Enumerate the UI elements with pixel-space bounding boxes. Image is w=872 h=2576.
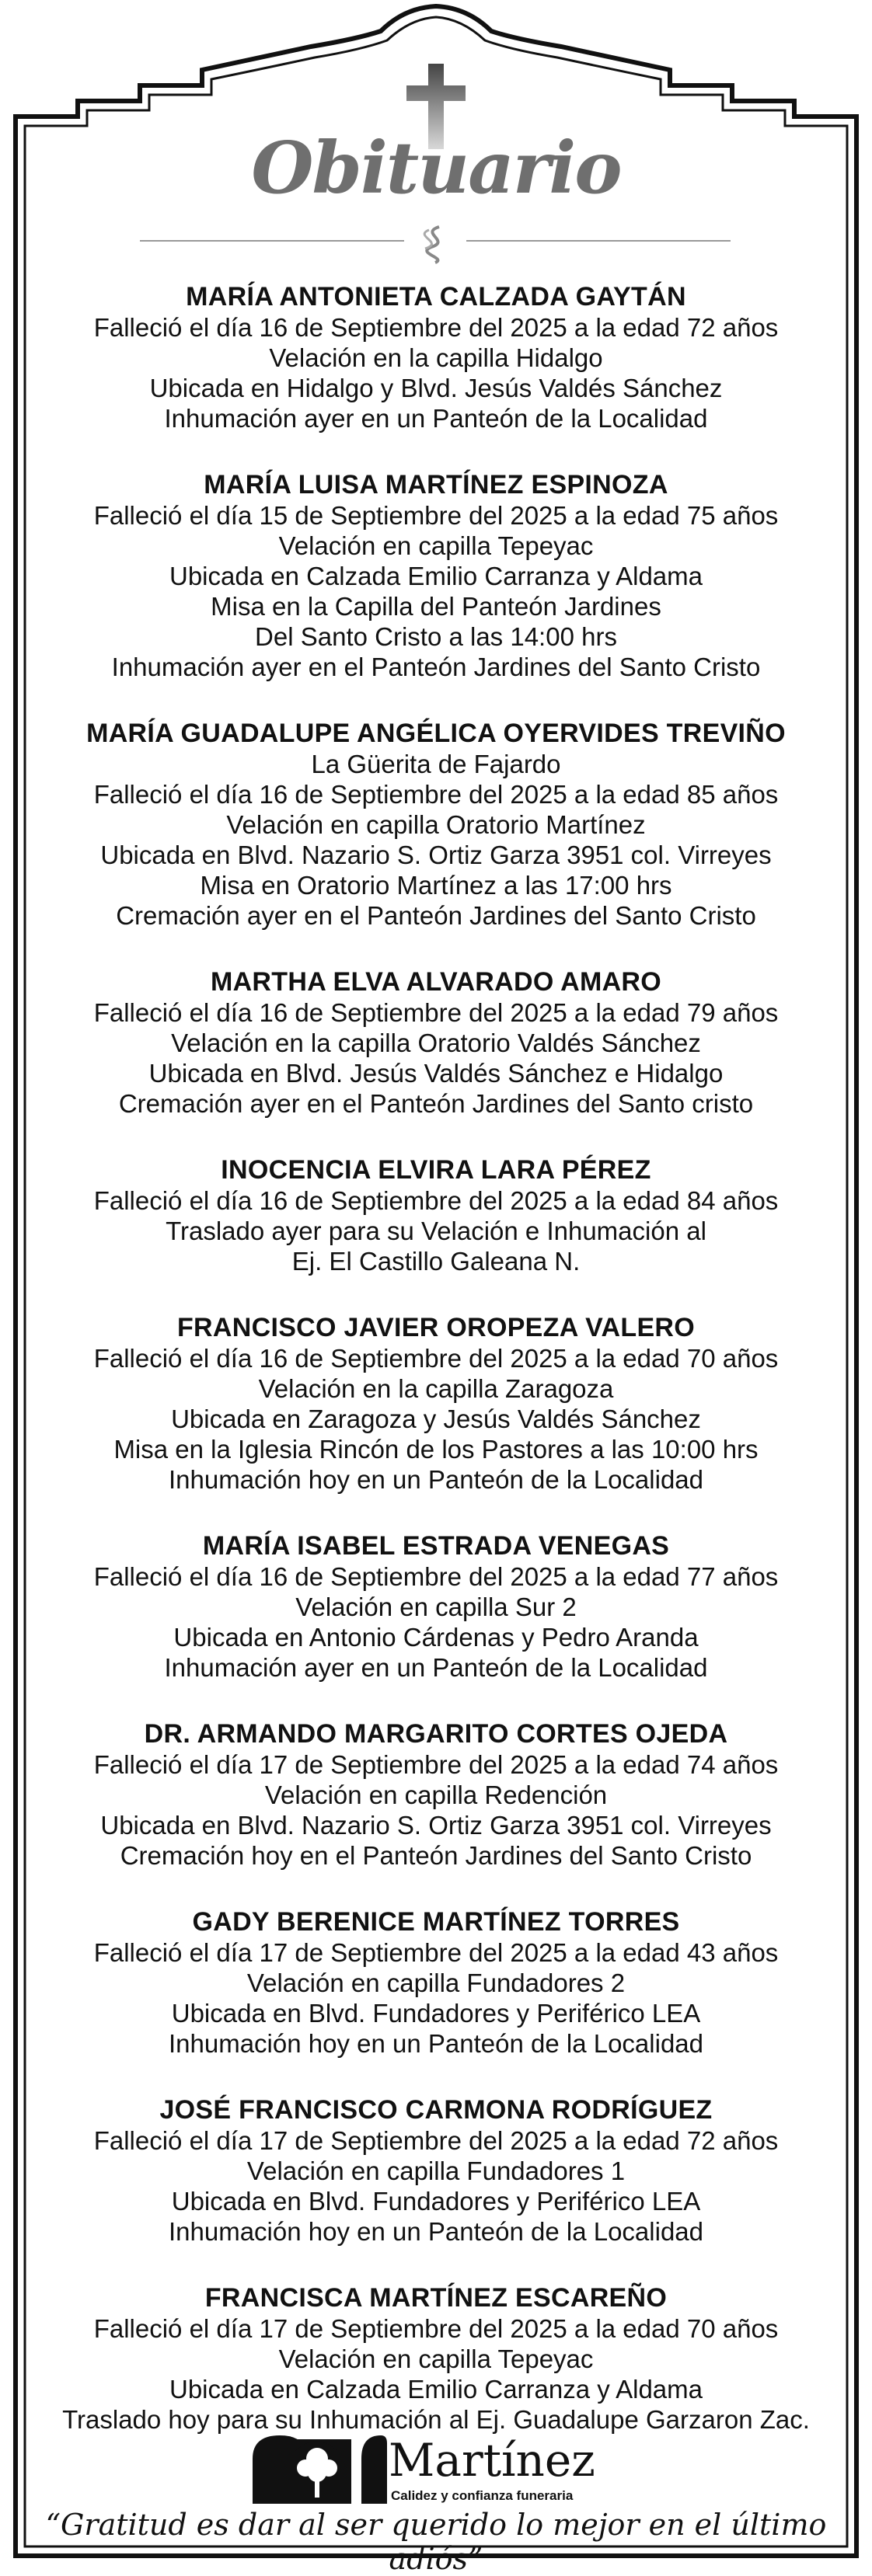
obituary-entry (31, 1530, 841, 1683)
entry-detail-line: Ubicada en Blvd. Fundadores y Periférico LEA (171, 1999, 701, 2028)
page-title: Obituario (251, 126, 621, 210)
entry-detail-line: Misa en Oratorio Martínez a las 17:00 hrs (200, 871, 672, 900)
entry-detail-line: Velación en capilla Tepeyac (278, 2345, 594, 2373)
entry-detail-line: Inhumación hoy en un Panteón de la Localidad (168, 1465, 704, 1494)
entry-detail-line: Cremación ayer en el Panteón Jardines del Santo Cristo (116, 901, 756, 930)
entry-detail-line: Traslado hoy para su Inhumación al Ej. Guadalupe Garzaron Zac. (62, 2405, 810, 2434)
entry-detail-line: Falleció el día 16 de Septiembre del 2025 a la edad 84 años (93, 1186, 779, 1215)
entry-detail-line: Ubicada en Hidalgo y Blvd. Jesús Valdés Sánchez (149, 374, 723, 402)
deceased-name: MARTHA ELVA ALVARADO AMARO (210, 967, 662, 997)
entry-detail-line: Falleció el día 17 de Septiembre del 2025 a la edad 43 años (93, 1938, 779, 1967)
entry-detail-line: Velación en la capilla Zaragoza (258, 1374, 614, 1403)
entry-detail-line: Del Santo Cristo a las 14:00 hrs (255, 622, 617, 651)
entry-detail-line: Falleció el día 16 de Septiembre del 2025 a la edad 85 años (93, 780, 779, 809)
deceased-name: GADY BERENICE MARTÍNEZ TORRES (192, 1907, 680, 1937)
deceased-name: MARÍA ISABEL ESTRADA VENEGAS (202, 1531, 670, 1561)
entry-detail-line: Ubicada en Blvd. Nazario S. Ortiz Garza 3951 col. Virreyes (100, 841, 772, 869)
entry-detail-line: La Güerita de Fajardo (311, 750, 561, 778)
entry-detail-line: Misa en la Capilla del Panteón Jardines (211, 592, 661, 621)
entry-detail-line: Ubicada en Blvd. Nazario S. Ortiz Garza 3951 col. Virreyes (100, 1811, 772, 1840)
entry-detail-line: Inhumación hoy en un Panteón de la Localidad (168, 2217, 704, 2246)
entry-detail-line: Inhumación hoy en un Panteón de la Localidad (168, 2029, 704, 2058)
obituary-entry (31, 1154, 841, 1276)
entry-detail-line: Velación en capilla Sur 2 (295, 1593, 577, 1621)
entry-detail-line: Ubicada en Zaragoza y Jesús Valdés Sánchez (171, 1405, 701, 1433)
deceased-name: MARÍA ANTONIETA CALZADA GAYTÁN (186, 282, 686, 312)
entry-detail-line: Falleció el día 16 de Septiembre del 2025 a la edad 79 años (93, 998, 779, 1027)
divider-ornament (140, 225, 731, 264)
deceased-name: FRANCISCO JAVIER OROPEZA VALERO (176, 1313, 696, 1342)
entry-detail-line: Velación en capilla Fundadores 2 (246, 1969, 626, 1997)
entry-detail-line: Velación en capilla Oratorio Martínez (226, 810, 646, 839)
entry-detail-line: Cremación ayer en el Panteón Jardines del Santo cristo (118, 1089, 754, 1118)
deceased-name: JOSÉ FRANCISCO CARMONA RODRÍGUEZ (159, 2095, 713, 2125)
obituary-entry (31, 1906, 841, 2059)
obituary-entry (31, 966, 841, 1119)
entry-detail-line: Inhumación ayer en un Panteón de la Localidad (164, 404, 708, 433)
entry-detail-line: Falleció el día 16 de Septiembre del 2025 a la edad 70 años (93, 1344, 779, 1373)
obituary-entry (31, 1718, 841, 1871)
entry-detail-line: Velación en la capilla Oratorio Valdés Sánchez (171, 1029, 701, 1057)
entry-detail-line: Ubicada en Calzada Emilio Carranza y Aldama (169, 2375, 703, 2404)
entry-detail-line: Falleció el día 15 de Septiembre del 2025 a la edad 75 años (93, 501, 779, 530)
entry-detail-line: Traslado ayer para su Velación e Inhumación al (166, 1217, 706, 1245)
entry-detail-line: Falleció el día 17 de Septiembre del 2025 a la edad 72 años (93, 2126, 779, 2155)
entry-detail-line: Velación en capilla Tepeyac (278, 531, 594, 560)
brand-tagline: Calidez y confianza funeraria (391, 2488, 574, 2503)
obituary-entry (31, 1312, 841, 1495)
brand-name: Martínez (389, 2434, 595, 2487)
entry-detail-line: Ubicada en Calzada Emilio Carranza y Aldama (169, 562, 703, 590)
entry-detail-line: Inhumación ayer en un Panteón de la Localidad (164, 1653, 708, 1682)
deceased-name: DR. ARMANDO MARGARITO CORTES OJEDA (144, 1719, 728, 1749)
entry-detail-line: Ubicada en Blvd. Jesús Valdés Sánchez e Hidalgo (148, 1059, 724, 1088)
entry-detail-line: Falleció el día 17 de Septiembre del 2025 a la edad 70 años (93, 2314, 779, 2343)
entry-detail-line: Falleció el día 16 de Septiembre del 2025 a la edad 72 años (93, 313, 779, 342)
entry-detail-line: Falleció el día 17 de Septiembre del 2025 a la edad 74 años (93, 1750, 779, 1779)
entry-detail-line: Ej. El Castillo Galeana N. (291, 1247, 581, 1276)
entry-detail-line: Cremación hoy en el Panteón Jardines del Santo Cristo (120, 1841, 752, 1870)
entry-detail-line: Falleció el día 16 de Septiembre del 2025 a la edad 77 años (93, 1562, 779, 1591)
footer-quote: “Gratitud es dar al ser querido lo mejor en el último adiós” (45, 2508, 827, 2576)
entry-detail-line: Ubicada en Blvd. Fundadores y Periférico LEA (171, 2187, 701, 2216)
entry-detail-line: Velación en capilla Redención (264, 1781, 608, 1809)
deceased-name: FRANCISCA MARTÍNEZ ESCAREÑO (204, 2283, 668, 2313)
entry-detail-line: Inhumación ayer en el Panteón Jardines del Santo Cristo (111, 653, 761, 681)
entry-detail-line: Misa en la Iglesia Rincón de los Pastores a las 10:00 hrs (113, 1435, 759, 1464)
obituary-list (31, 281, 841, 2470)
obituary-entry (31, 2282, 841, 2435)
deceased-name: MARÍA GUADALUPE ANGÉLICA OYERVIDES TREVIÑO (86, 719, 786, 748)
deceased-name: MARÍA LUISA MARTÍNEZ ESPINOZA (204, 470, 668, 500)
deceased-name: INOCENCIA ELVIRA LARA PÉREZ (221, 1155, 651, 1185)
entry-detail-line: Velación en la capilla Hidalgo (269, 343, 603, 372)
entry-detail-line: Ubicada en Antonio Cárdenas y Pedro Aranda (173, 1623, 699, 1652)
obituary-entry (31, 2094, 841, 2247)
obituary-entry (31, 281, 841, 433)
entry-detail-line: Velación en capilla Fundadores 1 (246, 2157, 626, 2185)
obituary-entry (31, 718, 841, 931)
obituary-entry (31, 469, 841, 682)
